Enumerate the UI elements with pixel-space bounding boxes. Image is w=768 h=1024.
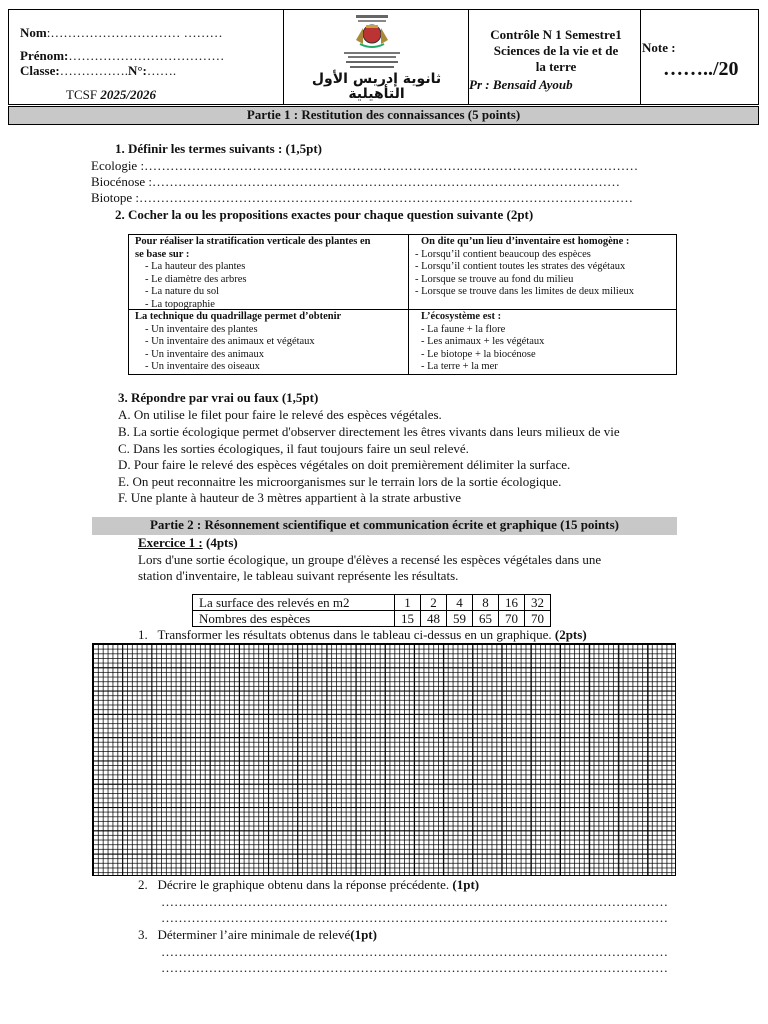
qcm-table: [128, 234, 677, 375]
school-name: ثانوية إدريس الأول التأهيلية: [311, 71, 442, 102]
qcm-option[interactable]: - La nature du sol: [145, 286, 220, 297]
student-info-cell: [9, 10, 284, 104]
note-cell: [641, 10, 758, 104]
qcm-option[interactable]: - Un inventaire des plantes: [145, 323, 258, 335]
p2-question-2: 2. Décrire le graphique obtenu dans la réponse précédente. (1pt): [138, 877, 480, 892]
classe-line[interactable]: Classe:…………….N°:…….: [20, 63, 177, 78]
vrai-faux-item[interactable]: E. On peut reconnaitre les microorganismes sur le terrain lors de la sortie écologique.: [118, 474, 562, 489]
qcm-option[interactable]: - Lorsqu’il contient toutes les strates des végétaux: [415, 261, 626, 272]
qcm-option[interactable]: - La faune + la flore: [421, 323, 506, 335]
table-cell: 1: [395, 595, 421, 611]
table-row-label: Nombres des espèces: [193, 611, 395, 627]
graph-paper-area[interactable]: [92, 643, 676, 876]
table-cell: 15: [395, 611, 421, 627]
nom-line[interactable]: Nom:………………………… ………: [20, 25, 223, 40]
table-row-label: La surface des relevés en m2: [193, 595, 395, 611]
qcm-option[interactable]: - La hauteur des plantes: [145, 261, 246, 272]
vrai-faux-item[interactable]: F. Une plante à hauteur de 3 mètres appartient à la strate arbustive: [118, 490, 461, 505]
table-row: [193, 611, 551, 627]
teacher-name: Pr : Bensaid Ayoub: [469, 77, 573, 92]
qcm-option[interactable]: - Un inventaire des animaux: [145, 348, 264, 360]
school-logo-cell: [284, 10, 469, 104]
qcm-option[interactable]: - Lorsqu’il contient beaucoup des espèces: [415, 248, 591, 260]
level-year: TCSF 2025/2026: [66, 87, 156, 102]
qcm-option[interactable]: - Un inventaire des animaux et végétaux: [145, 336, 315, 347]
table-cell: 70: [499, 611, 525, 627]
exercice1-heading: Exercice 1 : (4pts): [138, 535, 238, 550]
table-cell: 16: [499, 595, 525, 611]
table-cell: 48: [421, 611, 447, 627]
note-label: Note :: [642, 40, 676, 55]
table-cell: 59: [447, 611, 473, 627]
table-cell: 4: [447, 595, 473, 611]
note-value[interactable]: ……../20: [663, 58, 739, 80]
answer-line[interactable]: ………………………………………………………………………………………………………: [161, 960, 668, 975]
vrai-faux-item[interactable]: A. On utilise le filet pour faire le relevé des espèces végétales.: [118, 407, 442, 422]
p2-question-1: 1. Transformer les résultats obtenus dans le tableau ci-dessus en un graphique. (2pts): [138, 627, 587, 642]
definition-biocenose[interactable]: Biocénose :………………………………………………………………………………………………: [91, 174, 621, 189]
vrai-faux-item[interactable]: C. Dans les sorties écologiques, il faut toujours faire un seul relevé.: [118, 441, 469, 456]
vrai-faux-item[interactable]: D. Pour faire le relevé des espèces végétales on doit premièrement délimiter la surface.: [118, 457, 571, 472]
table-cell: 70: [525, 611, 551, 627]
vrai-faux-item[interactable]: B. La sortie écologique permet d'observer directement les êtres vivants dans leurs milieux de vie: [118, 424, 620, 439]
q1-title: 1. Définir les termes suivants : (1,5pt): [115, 141, 323, 156]
q2-title: 2. Cocher la ou les propositions exactes pour chaque question suivante (2pt): [115, 207, 534, 222]
exercice1-intro-line2: station d'inventaire, le tableau suivant représente les résultats.: [138, 568, 459, 583]
results-table: [192, 594, 551, 627]
definition-biotope[interactable]: Biotope :……………………………………………………………………………………………………: [91, 190, 634, 205]
prenom-line[interactable]: Prénom:………………………………: [20, 48, 225, 63]
answer-line[interactable]: ………………………………………………………………………………………………………: [161, 894, 668, 909]
table-row: [193, 595, 551, 611]
qcm-option[interactable]: - Lorsque se trouve au fond du milieu: [415, 273, 574, 285]
definition-ecologie[interactable]: Ecologie :……………………………………………………………………………………………………: [91, 158, 639, 173]
partie2-title: Partie 2 : Résonnement scientifique et communication écrite et graphique (15 points): [92, 517, 677, 535]
qcm-option[interactable]: - Le biotope + la biocénose: [421, 348, 536, 360]
qcm-question-4: L’écosystème est : - La faune + la flore - Les animaux + les végétaux - Le biotope + la biocénose - La terre + la mer: [409, 310, 677, 374]
q3-title: 3. Répondre par vrai ou faux (1,5pt): [118, 390, 319, 405]
p2-question-3: 3. Déterminer l’aire minimale de relevé(1pt): [138, 927, 377, 942]
answer-line[interactable]: ………………………………………………………………………………………………………: [161, 910, 668, 925]
exam-header: [8, 9, 759, 105]
table-cell: 65: [473, 611, 499, 627]
partie1-title: Partie 1 : Restitution des connaissances (5 points): [8, 106, 759, 125]
qcm-option[interactable]: - Les animaux + les végétaux: [421, 336, 545, 347]
qcm-option[interactable]: - Lorsque se trouve dans les limites de deux milieux: [415, 286, 634, 297]
qcm-question-2: On dite qu’un lieu d’inventaire est homogène : - Lorsqu’il contient beaucoup des espèces - Lorsqu’il contient toutes les strates des végétaux - Lorsque se trouve au fond du milieu - Lorsque se trouve dans les limites de deux milieux: [409, 235, 677, 309]
qcm-option[interactable]: - Le diamètre des arbres: [145, 273, 247, 285]
qcm-option[interactable]: - La terre + la mer: [421, 361, 498, 372]
answer-line[interactable]: ………………………………………………………………………………………………………: [161, 944, 668, 959]
exercice1-intro-line1: Lors d'une sortie écologique, un groupe d'élèves a recensé les espèces végétales dans une: [138, 552, 602, 567]
ministry-emblem-icon: [332, 14, 412, 72]
qcm-question-1: Pour réaliser la stratification verticale des plantes en se base sur : - La hauteur des plantes - Le diamètre des arbres - La nature du sol - La topographie: [129, 235, 408, 309]
exam-title: Contrôle N 1 Semestre1 Sciences de la vie et de la terre: [490, 27, 622, 74]
exam-title-cell: [469, 10, 641, 104]
table-cell: 32: [525, 595, 551, 611]
qcm-question-3: La technique du quadrillage permet d’obtenir - Un inventaire des plantes - Un inventaire des animaux et végétaux - Un inventaire des animaux - Un inventaire des oiseaux: [129, 310, 408, 374]
table-cell: 2: [421, 595, 447, 611]
qcm-option[interactable]: - Un inventaire des oiseaux: [145, 361, 260, 372]
table-cell: 8: [473, 595, 499, 611]
qcm-option[interactable]: - La topographie: [145, 298, 215, 310]
